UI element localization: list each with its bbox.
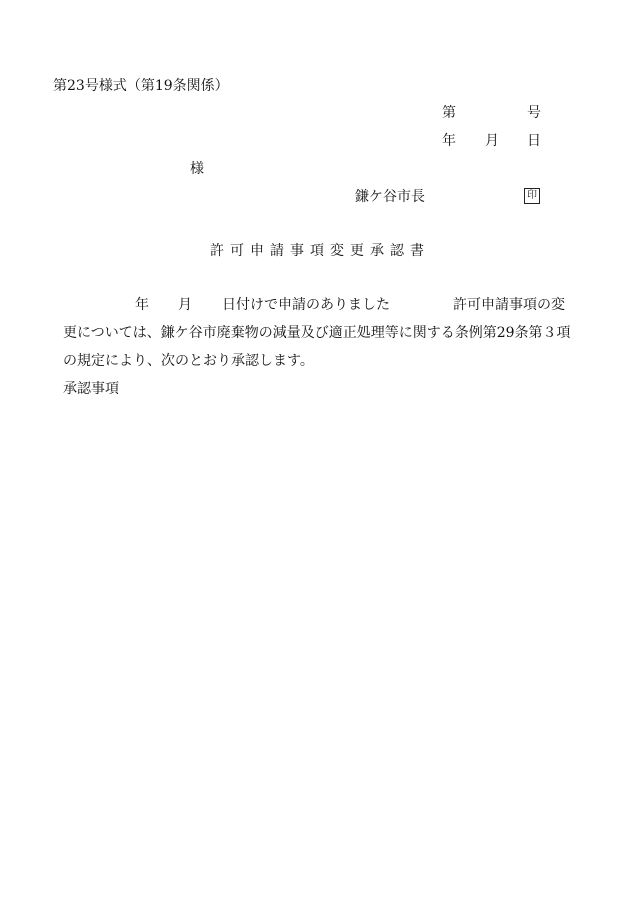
date-year-label: 年 [442, 133, 456, 149]
body-line1-year: 年 [135, 297, 149, 313]
document-title: 許可申請事項変更承認書 [210, 243, 430, 259]
document-number-prefix: 第 [442, 105, 456, 121]
document-number-suffix: 号 [527, 105, 541, 121]
issuer-name: 鎌ケ谷市長 [355, 189, 425, 205]
form-number: 第23号様式（第19条関係） [53, 78, 229, 94]
seal-mark: 印 [524, 188, 540, 204]
body-line1-text: 日付けで申請のありました [222, 297, 390, 313]
addressee-suffix: 様 [190, 161, 204, 177]
approval-items-label: 承認事項 [63, 381, 119, 397]
body-line2: 更については、鎌ケ谷市廃棄物の減量及び適正処理等に関する条例第29条第３項 [63, 325, 571, 341]
body-line1-tail: 許可申請事項の変 [453, 297, 565, 313]
date-day-label: 日 [527, 133, 541, 149]
body-line3: の規定により、次のとおり承認します。 [63, 353, 314, 369]
date-month-label: 月 [485, 133, 499, 149]
body-line1-month: 月 [178, 297, 192, 313]
